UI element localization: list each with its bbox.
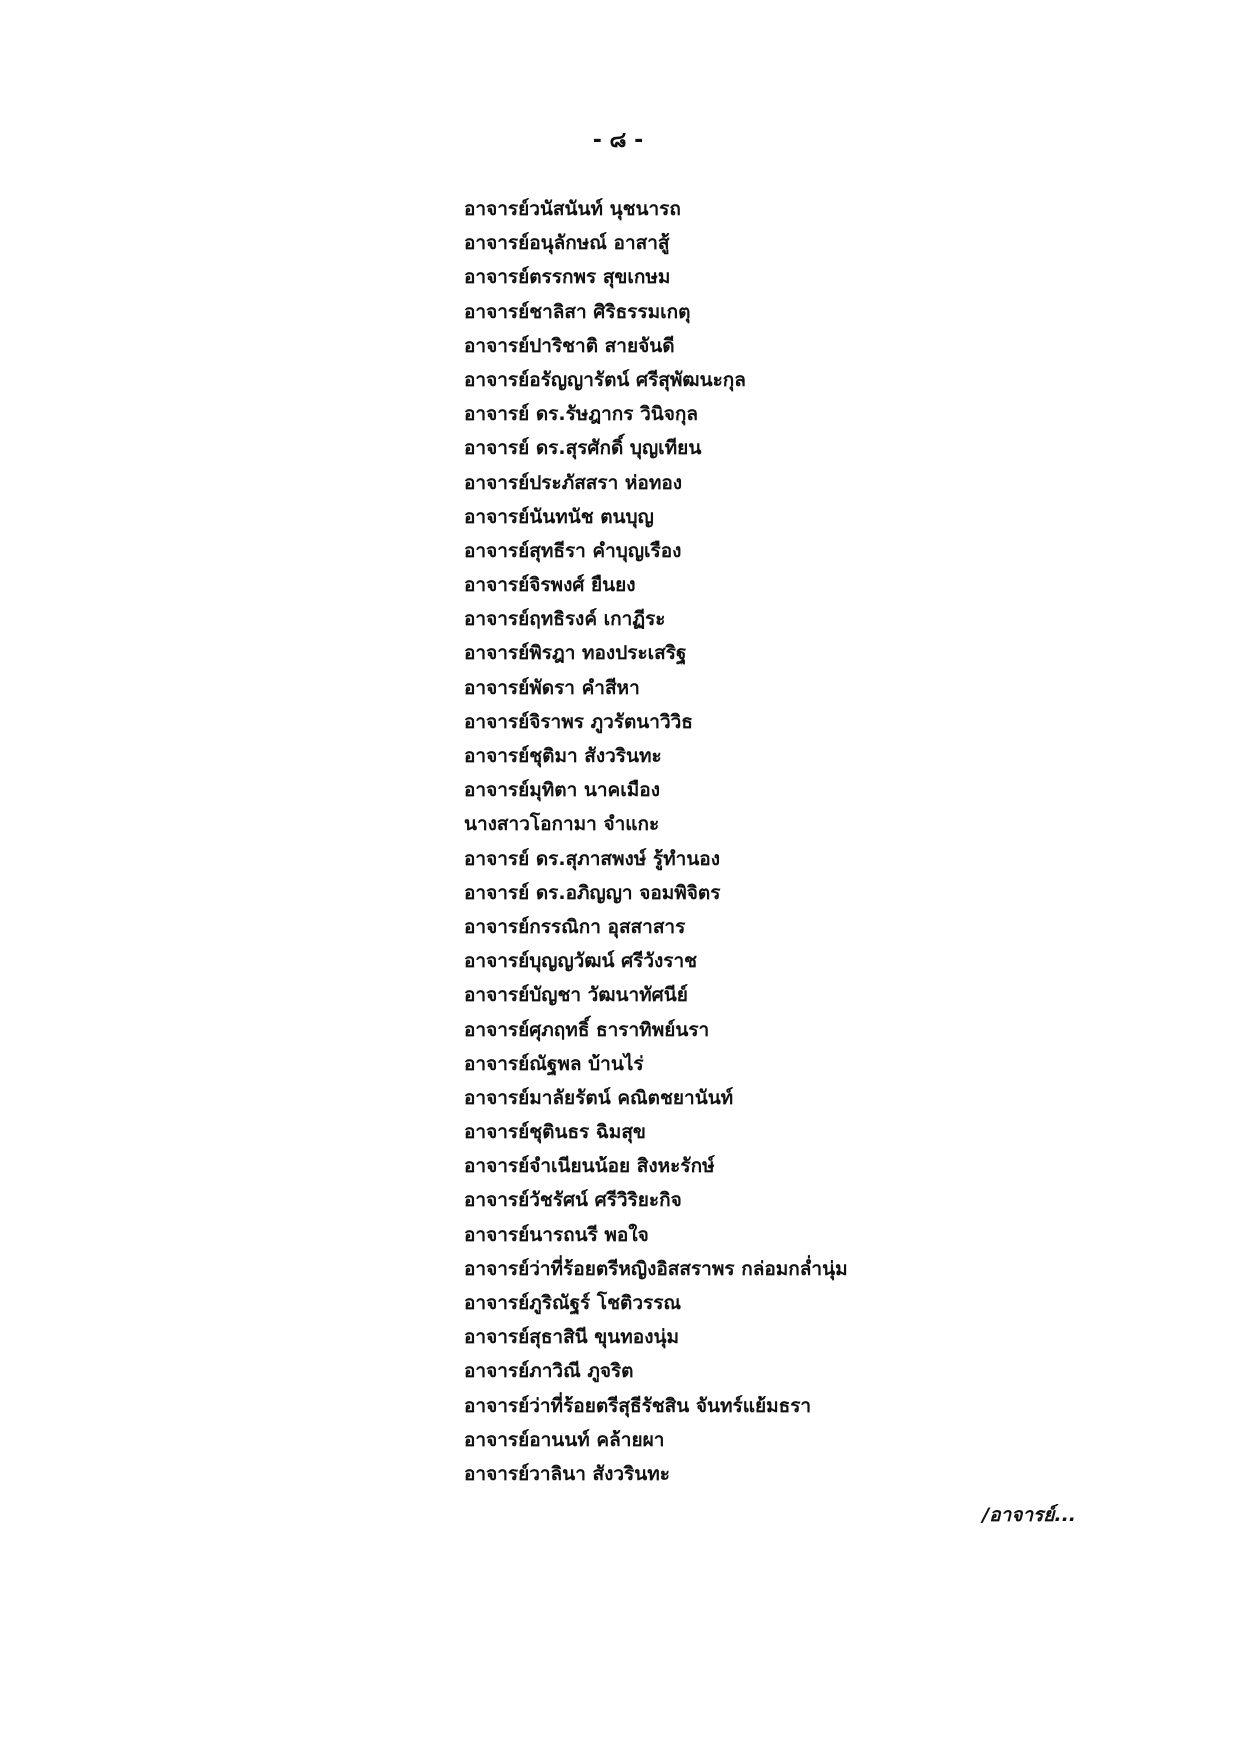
list-item: อาจารย์ว่าที่ร้อยตรีสุธีรัชสิน จันทร์แย้มธรา	[464, 1394, 812, 1417]
list-item: อาจารย์นันทนัช ตนบุญ	[464, 505, 654, 528]
list-item: อาจารย์อรัญญารัตน์ ศรีสุพัฒนะกุล	[464, 368, 746, 391]
continuation-marker: /อาจารย์...	[982, 1504, 1076, 1526]
list-item: อาจารย์ปาริชาติ สายจันดี	[464, 334, 675, 357]
list-item: อาจารย์ ดร.รัษฎากร วินิจกุล	[464, 403, 699, 426]
list-item: อาจารย์มาลัยรัตน์ คณิตชยานันท์	[464, 1086, 734, 1109]
list-item: อาจารย์ภูริณัฐร์ โชติวรรณ	[464, 1292, 682, 1314]
list-item: อาจารย์บัญชา วัฒนาทัศนีย์	[464, 984, 688, 1007]
list-item: อาจารย์ศุภฤทธิ์ ธาราทิพย์นรา	[464, 1018, 710, 1041]
list-item: อาจารย์พัดรา คำสีหา	[464, 676, 640, 699]
list-item: อาจารย์ว่าที่ร้อยตรีหญิงอิสสราพร กล่อมกล่ำนุ่ม	[464, 1257, 848, 1280]
list-item: อาจารย์ ดร.สุรศักดิ์ บุญเทียน	[464, 437, 702, 460]
page-number: - ๘ -	[592, 128, 644, 153]
list-item: อาจารย์สุธาสินี ขุนทองนุ่ม	[464, 1326, 679, 1349]
list-item: อาจารย์อนุลักษณ์ อาสาสู้	[464, 232, 670, 255]
list-item: อาจารย์ ดร.อภิญญา จอมพิจิตร	[464, 881, 721, 904]
list-item: อาจารย์สุทธีรา คำบุญเรือง	[464, 539, 682, 562]
list-item: อาจารย์จำเนียนน้อย สิงหะรักษ์	[464, 1155, 715, 1178]
list-item: อาจารย์อานนท์ คล้ายผา	[464, 1428, 665, 1451]
list-item: อาจารย์ณัฐพล บ้านไร่	[464, 1052, 644, 1075]
name-list	[464, 192, 848, 1491]
list-item: อาจารย์มุทิตา นาคเมือง	[464, 779, 660, 802]
list-item: อาจารย์ชุตินธร ฉิมสุข	[464, 1121, 646, 1144]
list-item: อาจารย์พิรฎา ทองประเสริฐ	[464, 642, 687, 665]
list-item: อาจารย์วาลินา สังวรินทะ	[464, 1462, 670, 1485]
list-item: อาจารย์บุญญวัฒน์ ศรีวังราช	[464, 950, 698, 973]
list-item: อาจารย์ประภัสสรา ห่อทอง	[464, 471, 683, 494]
list-item: อาจารย์ภาวิณี ภูจริต	[464, 1360, 634, 1383]
list-item: อาจารย์ชุติมา สังวรินทะ	[464, 745, 662, 767]
list-item: อาจารย์ชาลิสา ศิริธรรมเกตุ	[464, 300, 691, 323]
list-item: อาจารย์วัชรัศน์ ศรีวิริยะกิจ	[464, 1189, 682, 1212]
list-item: นางสาวโอกามา จำแกะ	[464, 813, 660, 836]
list-item: อาจารย์นารถนรี พอใจ	[464, 1223, 649, 1246]
list-item: อาจารย์ ดร.สุภาสพงษ์ รู้ทำนอง	[464, 847, 720, 870]
list-item: อาจารย์จิราพร ภูวรัตนาวิวิธ	[464, 710, 693, 733]
list-item: อาจารย์ฤทธิรงค์ เกาฏีระ	[464, 608, 666, 631]
list-item: อาจารย์จิรพงศ์ ยืนยง	[464, 574, 636, 597]
list-item: อาจารย์วนัสนันท์ นุชนารถ	[464, 198, 681, 220]
list-item: อาจารย์กรรณิกา อุสสาสาร	[464, 915, 686, 938]
list-item: อาจารย์ตรรกพร สุขเกษม	[464, 266, 671, 289]
